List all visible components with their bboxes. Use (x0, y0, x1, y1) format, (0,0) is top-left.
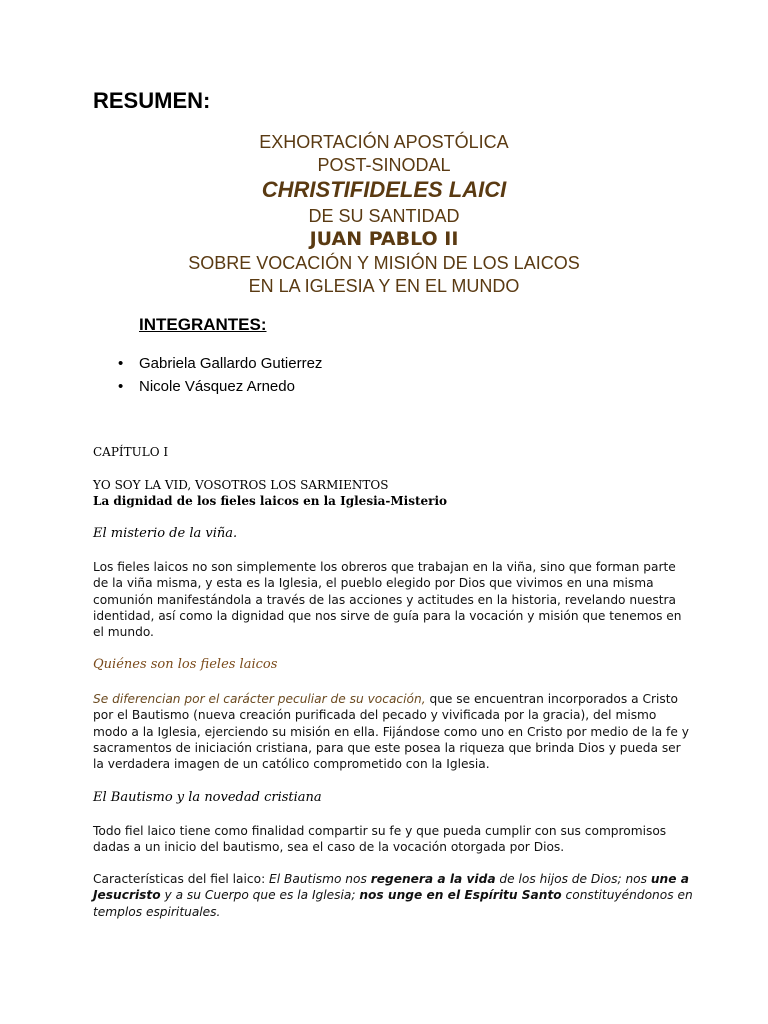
integrantes-label: INTEGRANTES: (139, 315, 267, 334)
paragraph-2-rest: que se encuentran incorporados a Cristo por el Bautismo (nueva creación purificada del pecado y vivificada por la gracia), del mismo modo a la Iglesia, ejerciendo su misión en ella. Fijándose como uno en Cristo por medio de la fe y sacramentos de iniciación cristiana, para que este posea la riqueza que brinda Dios y pueda ser la verdadera imagen de un católico comprometido con la Iglesia. (93, 692, 689, 772)
section-title-2: Quiénes son los fieles laicos (93, 657, 278, 672)
p4-part: de los hijos de Dios; nos (495, 872, 651, 886)
list-item (116, 352, 322, 375)
title-line-2: POST-SINODAL (317, 155, 451, 175)
p4-part: nos unge en el Espíritu Santo (359, 888, 562, 903)
member-name: Gabriela Gallardo Gutierrez (139, 355, 323, 372)
chapter-title: YO SOY LA VID, VOSOTROS LOS SARMIENTOS (93, 478, 389, 492)
paragraph-1: Los fieles laicos no son simplemente los obreros que trabajan en la viña, sino que forman parte de la viña misma, y esta es la Iglesia, el pueblo elegido por Dios que vivimos en una misma comunión manifestándola a través de las acciones y actitudes en la historia, revelando nuestra identidad, así como la dignidad que nos sirve de guía para la vocación y misión que tenemos en el mundo. (93, 560, 682, 640)
p4-part: constituyéndonos en templos espirituales. (93, 888, 693, 919)
bullet-icon: • (118, 355, 124, 372)
p4-part: une a Jesucristo (93, 872, 689, 903)
document-title: CHRISTIFIDELES LAICI (261, 177, 507, 202)
chapter-subtitle: La dignidad de los fieles laicos en la Iglesia-Misterio (93, 494, 448, 508)
title-line-1: EXHORTACIÓN APOSTÓLICA (259, 132, 509, 152)
paragraph-4 (93, 871, 693, 920)
chapter-number: CAPÍTULO I (93, 445, 169, 459)
paragraph-3: Todo fiel laico tiene como finalidad compartir su fe y que pueda cumplir con sus compromisos dadas a un inicio del bautismo, sea el caso de la vocación otorgada por Dios. (93, 824, 667, 855)
paragraph-2 (93, 691, 693, 772)
section-title-1: El misterio de la viña. (93, 526, 238, 541)
page-heading: RESUMEN: (93, 88, 211, 113)
members-list (116, 352, 322, 398)
author-name: JUAN PABLO II (309, 228, 459, 250)
p4-part: Características del fiel laico: (93, 872, 270, 886)
member-name: Nicole Vásquez Arnedo (139, 378, 295, 395)
section-title-3: El Bautismo y la novedad cristiana (93, 790, 322, 805)
p4-part: regenera a la vida (370, 872, 496, 886)
title-line-6: SOBRE VOCACIÓN Y MISIÓN DE LOS LAICOS (188, 253, 580, 273)
p4-part: El Bautismo nos (269, 872, 371, 886)
title-line-4: DE SU SANTIDAD (308, 206, 460, 226)
p4-part: y a su Cuerpo que es la Iglesia; (160, 888, 360, 903)
list-item (116, 375, 322, 398)
bullet-icon: • (118, 378, 124, 395)
paragraph-2-italic: Se diferencian por el carácter peculiar de su vocación, (93, 692, 426, 706)
title-line-7: EN LA IGLESIA Y EN EL MUNDO (248, 276, 520, 296)
